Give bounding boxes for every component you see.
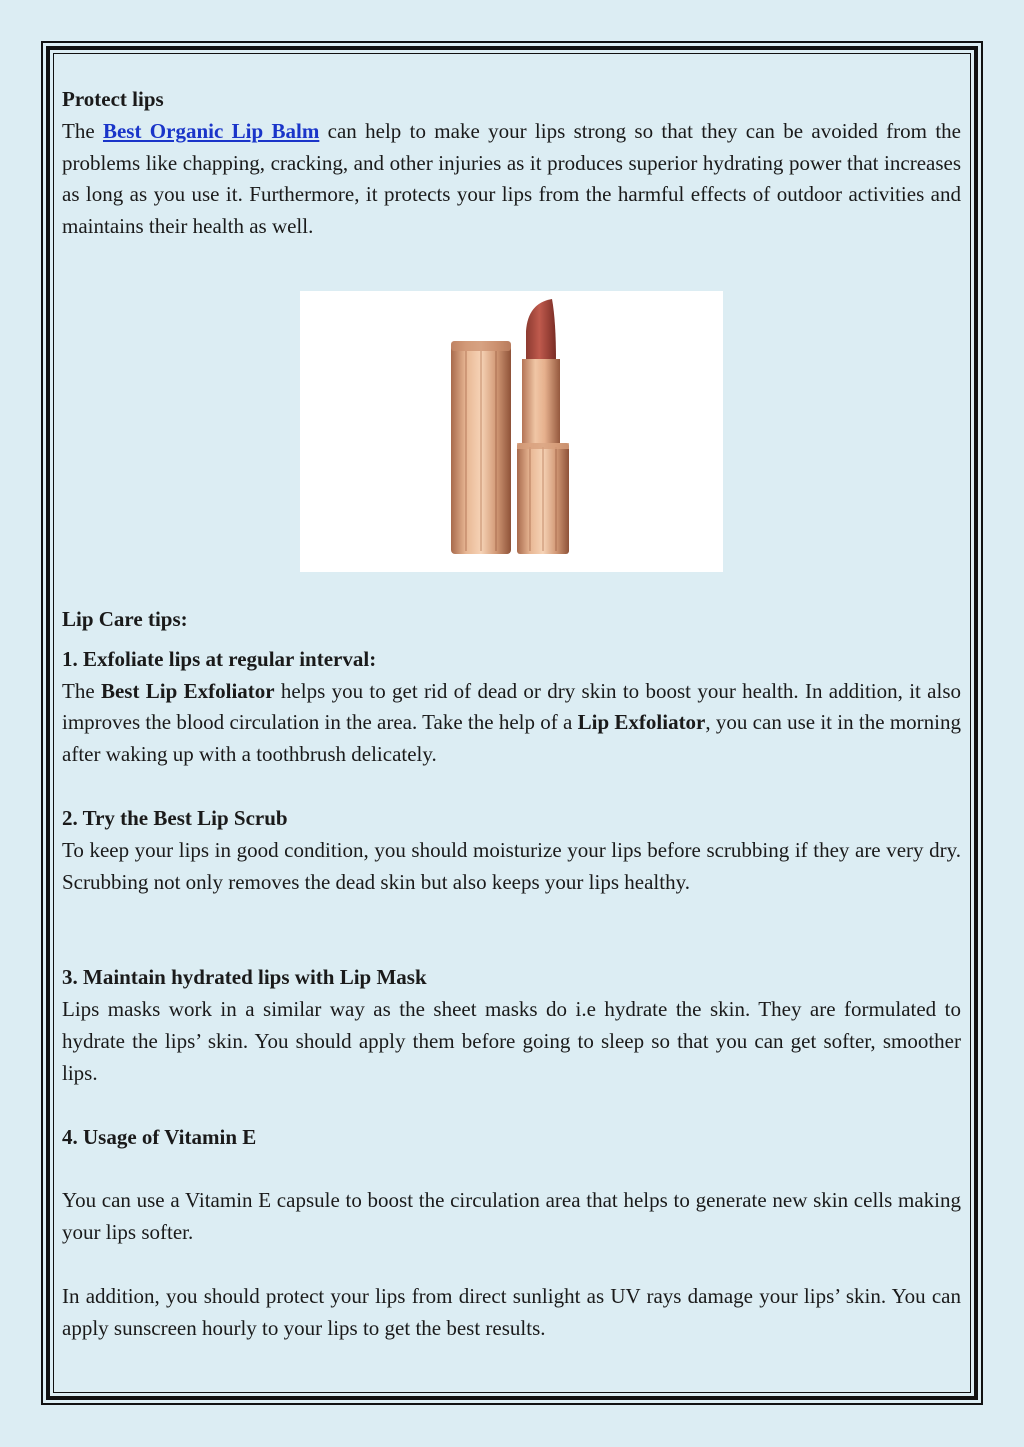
closing-paragraph: In addition, you should protect your lips from direct sunlight as UV rays damage your lips’ skin. You can apply sunscreen hourly to your lips to get the best results. (62, 1283, 961, 1340)
document-content (62, 84, 961, 1345)
best-lip-exfoliator-text: Best Lip Exfoliator (100, 678, 275, 703)
protect-lips-text-rest: can help to make your lips strong so that they can be avoided from the problems like chapping, cracking, and other injuries as it produces superior hydrating power that increases as long as you use it. Furthermore, it protects your lips from the harmful effects of outdoor activities and maintains their health as well. (62, 118, 961, 239)
best-organic-lip-balm-link[interactable]: Best Organic Lip Balm (102, 118, 320, 143)
tip-1-heading: 1. Exfoliate lips at regular interval: (62, 646, 377, 671)
lip-exfoliator-text: Lip Exfoliator (577, 710, 706, 735)
lipstick-image (300, 291, 723, 572)
tip-4-paragraph: You can use a Vitamin E capsule to boost the circulation area that helps to generate new skin cells making your lips softer. (62, 1188, 961, 1245)
tip-4-heading: 4. Usage of Vitamin E (62, 1124, 257, 1149)
tip-1-text-end: , you can use it in the morning after waking up with a toothbrush delicately. (62, 710, 961, 767)
tip-1-text-start: The (62, 678, 101, 703)
protect-lips-text-start: The (62, 118, 103, 143)
tip-1-text-middle: helps you to get rid of dead or dry skin to boost your health. In addition, it also improves the blood circulation in the area. Take the help of a (62, 678, 962, 735)
tip-3-paragraph: Lips masks work in a similar way as the sheet masks do i.e hydrate the skin. They are formulated to hydrate the lips’ skin. You should apply them before going to sleep so that you can get softer, smoother lips. (62, 997, 961, 1085)
protect-lips-paragraph (62, 116, 961, 243)
tip-2-paragraph: To keep your lips in good condition, you should moisturize your lips before scrubbing if they are very dry. Scrubbing not only removes the dead skin but also keeps your lips healthy. (62, 837, 961, 894)
lip-care-tips-heading: Lip Care tips: (62, 606, 188, 631)
lipstick-icon (300, 291, 723, 572)
tip-1-paragraph (62, 676, 961, 771)
tip-2-heading: 2. Try the Best Lip Scrub (62, 805, 288, 830)
protect-lips-heading: Protect lips (62, 87, 164, 111)
tip-3-heading: 3. Maintain hydrated lips with Lip Mask (62, 965, 427, 990)
